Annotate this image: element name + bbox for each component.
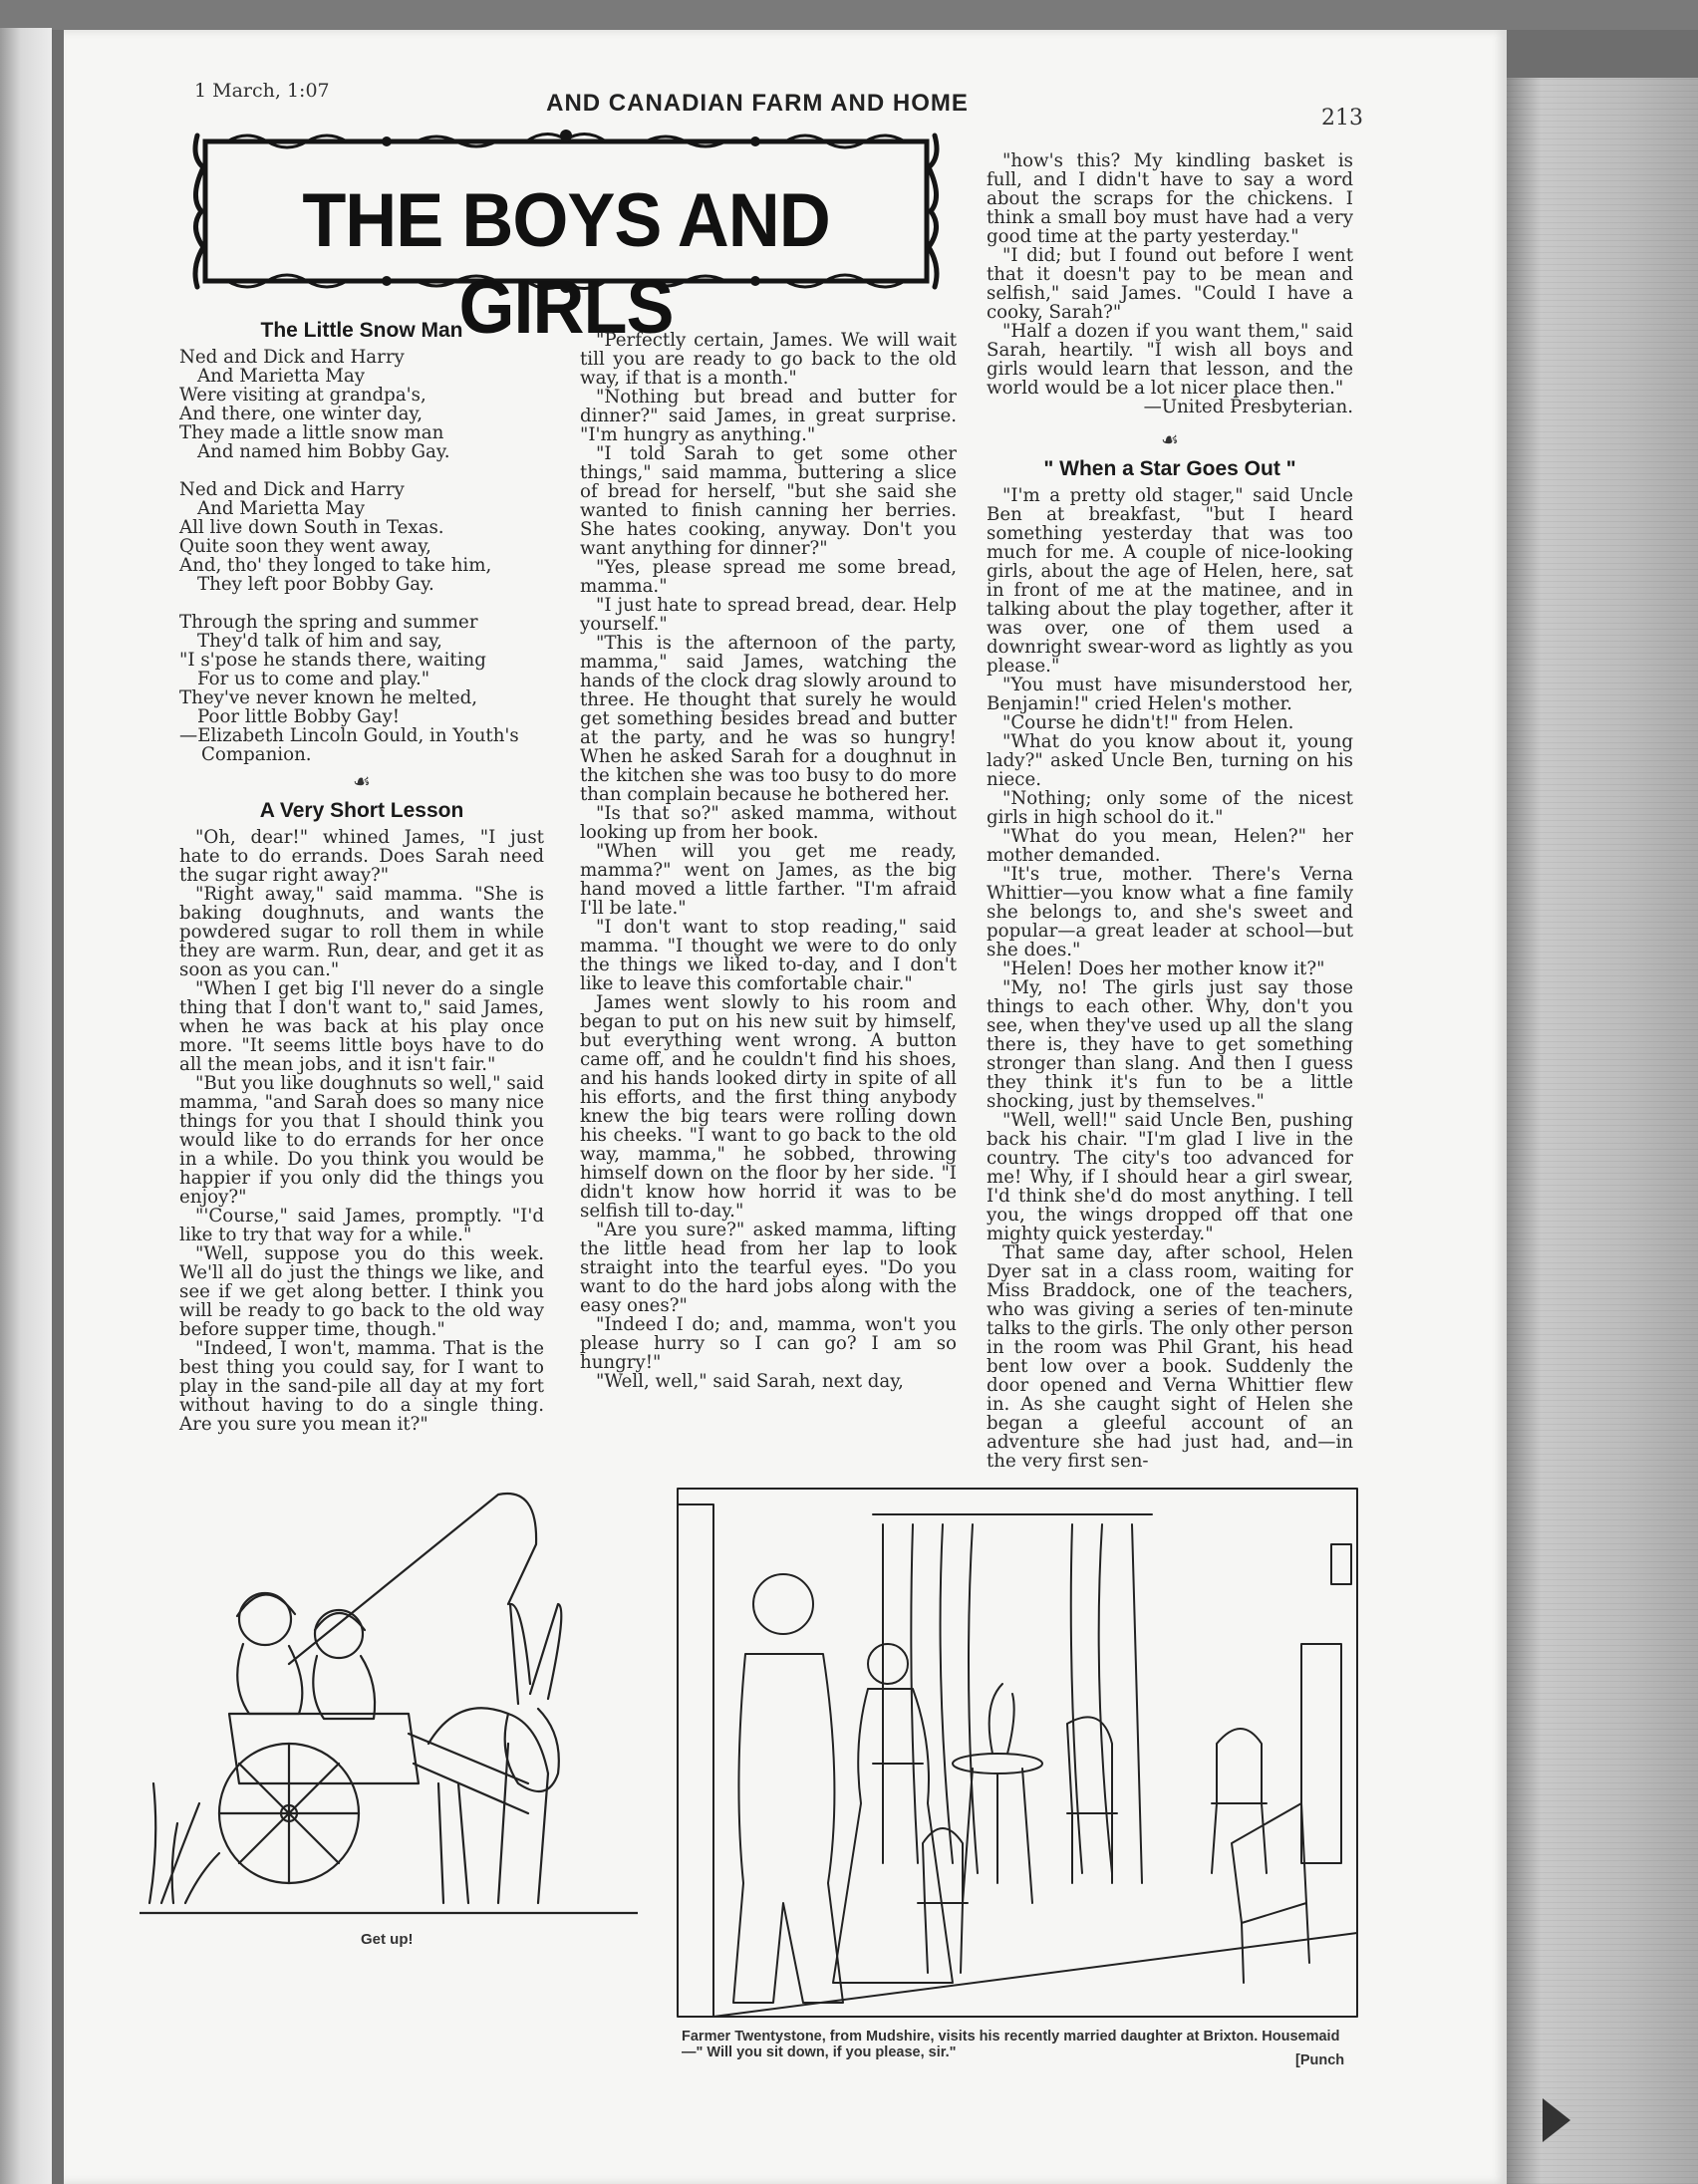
poem-stanza-3 (179, 613, 544, 726)
poem-line: And, tho' they longed to take him, (179, 555, 492, 576)
paragraph: "Nothing; only some of the nicest girls in high school do it." (987, 788, 1353, 828)
poem-title: The Little Snow Man (260, 319, 463, 342)
paragraph: "Right away," said mamma. "She is baking doughnuts, and wants the powdered sugar to roll them in while they are warm. Run, dear, and get it as soon as you can." (179, 884, 544, 980)
paragraph: "Helen! Does her mother know it?" (1002, 958, 1325, 979)
poem-attribution (179, 726, 544, 764)
paragraph: "how's this? My kindling basket is full, and I didn't have to say a word about the scraps for the chickens. I think a small boy must have had a very good time at the party yesterday." (987, 150, 1353, 247)
story-title: " When a Star Goes Out " (1043, 457, 1296, 480)
paragraph: "Yes, please spread me some bread, mamma." (580, 557, 957, 597)
paragraph: "What do you know about it, young lady?" asked Uncle Ben, turning on his niece. (987, 731, 1353, 790)
poem-line: All live down South in Texas. (179, 517, 444, 538)
poem-line: And named him Bobby Gay. (197, 441, 450, 462)
paragraph: "Well, well," said Sarah, next day, (596, 1371, 904, 1392)
poem-stanza-2 (179, 480, 544, 594)
page-turn-arrow-icon[interactable] (1543, 2098, 1570, 2142)
poem-line: They left poor Bobby Gay. (197, 574, 434, 595)
paragraph: "When I get big I'll never do a single thing that I don't want to," said James, when he was back at his play once more. "It seems little boys have to do all the mean jobs, and it isn't fair." (179, 978, 544, 1075)
poem-line: Ned and Dick and Harry (179, 347, 405, 368)
poem-line: And Marietta May (197, 366, 365, 387)
paragraph: "But you like doughnuts so well," said mamma, "and Sarah does so many nice things for you that I should think you would like to do errands for her once in a while. Do you think you would be happier if you only did the things you enjoy?" (179, 1073, 544, 1208)
paragraph: "Nothing but bread and butter for dinner?" said James, in great surprise. "I'm hungry as anything." (580, 387, 957, 445)
scanner-background (0, 0, 1698, 30)
paragraph: That same day, after school, Helen Dyer sat in a class room, waiting for Miss Braddock, one of the teachers, who was giving a series of ten-minute talks to the girls. The only other person in the room was Phil Grant, his head bent low over a book. Suddenly the door opened and Verna Whittier flew in. As she caught sight of Helen she began a gleeful account of an adventure she had just had, and—in the very first sen- (987, 1242, 1353, 1472)
paragraph: "I don't want to stop reading," said mamma. "I thought we were to do only the things we liked to-day, and I don't like to leave this comfortable chair." (580, 917, 957, 994)
paragraph: "I just hate to spread bread, dear. Help yourself." (580, 595, 957, 635)
paragraph: "When will you get me ready, mamma?" went on James, as the big hand moved a little farther. "I'm afraid I'll be late." (580, 841, 957, 919)
illustration-caption: Farmer Twentystone, from Mudshire, visits his recently married daughter at Brixton. Housemaid—" Will you sit down, if you please, sir." (682, 2029, 1340, 2060)
paragraph: "Is that so?" asked mamma, without looking up from her book. (580, 803, 957, 843)
paragraph: "Oh, dear!" whined James, "I just hate to do errands. Does Sarah need the sugar right away?" (179, 827, 544, 886)
paragraph: "Well, suppose you do this week. We'll all do just the things we like, and see if we get along better. I think you will be ready to go back to the old way before supper time, though." (179, 1243, 544, 1340)
column-1 (179, 321, 544, 1434)
paragraph: "What do you mean, Helen?" her mother demanded. (987, 826, 1353, 866)
poem-line: They'd talk of him and say, (197, 631, 442, 652)
paragraph: "I did; but I found out before I went that it doesn't pay to be mean and selfish," said James. "Could I have a cooky, Sarah?" (987, 245, 1353, 323)
issue-date: 1 March, 1:07 (194, 80, 330, 102)
paragraph: "'Course," said James, promptly. "I'd like to try that way for a while." (179, 1206, 544, 1245)
illustration-caption: Get up! (361, 1931, 414, 1948)
poem-stanza-1 (179, 348, 544, 461)
paragraph: "You must have misunderstood her, Benjamin!" cried Helen's mother. (987, 675, 1353, 714)
fleuron-ornament-icon: ☙ (353, 769, 371, 793)
story-body-part-1 (179, 828, 544, 1434)
attribution-line: —Elizabeth Lincoln Gould, in Youth's (179, 725, 519, 746)
paragraph: "Perfectly certain, James. We will wait till you are ready to go back to the old way, if that is a month." (580, 330, 957, 389)
poem-line: Poor little Bobby Gay! (197, 706, 401, 727)
column-2 (580, 331, 957, 1391)
page-number: 213 (1321, 106, 1363, 131)
poem-the-little-snow-man (179, 348, 544, 726)
story-title: A Very Short Lesson (259, 799, 464, 822)
paragraph: "Indeed I do; and, mamma, won't you please hurry so I can go? I am so hungry!" (580, 1314, 957, 1373)
poem-line: Quite soon they went away, (179, 536, 431, 557)
paragraph: "Half a dozen if you want them," said Sarah, heartily. "I wish all boys and girls would learn that lesson, and the world would be a lot nicer place then." (987, 321, 1353, 399)
poem-line: They made a little snow man (179, 422, 444, 443)
paragraph: "I told Sarah to get some other things," said mamma, buttering a slice of bread for herself, "but she said she wanted to finish canning her berries. She hates cooking, anyway. Don't you want anything for dinner?" (580, 443, 957, 559)
column-3 (987, 151, 1353, 1471)
publication-title: AND CANADIAN FARM AND HOME (546, 90, 969, 117)
illustration-donkey-cart (140, 1485, 638, 1923)
poem-line: Ned and Dick and Harry (179, 479, 405, 500)
paragraph: "My, no! The girls just say those things to each other. Why, don't you see, when they've used up all the slang there is, they have to get something stronger than slang. And then I guess they think it's fun to be a little shocking, just by themselves." (987, 977, 1353, 1112)
poem-line: And there, one winter day, (179, 404, 424, 424)
poem-line: They've never known he melted, (179, 687, 478, 708)
paragraph: James went slowly to his room and began to put on his new suit by himself, but everything went wrong. A button came off, and he couldn't find his shoes, and his hands looked dirty in spite of all his efforts, and the first thing anybody knew the big tears were rolling down his cheeks. "I want to go back to the old way, mamma," he sobbed, throwing himself down on the floor by her side. "I didn't know how horrid it was to be selfish till to-day." (580, 992, 957, 1222)
section-title: THE BOYS AND GIRLS (302, 178, 830, 350)
paragraph: "It's true, mother. There's Verna Whittier—you know what a fine family she belongs to, and she's sweet and popular—a great leader at school—but she does." (987, 864, 1353, 960)
illustration-parlour-scene (674, 1485, 1361, 2033)
paragraph: "Well, well!" said Uncle Ben, pushing back his chair. "I'm glad I live in the country. The city's too advanced for me! Why, if I should hear a girl swear, I'd think she'd do most anything. I tell you, the wings dropped off that one mighty quick yesterday." (987, 1110, 1353, 1244)
facing-page-edge (0, 28, 52, 2184)
paragraph: "This is the afternoon of the party, mamma," said James, watching the hands of the clock drag slowly around to three. He thought that surely he would get something besides bread and butter at the party, and he was so hungry! When he asked Sarah for a doughnut in the kitchen she was too busy to do more than complain because he bothered her. (580, 633, 957, 805)
illustration-credit: [Punch (1295, 2052, 1345, 2068)
story-source: —United Presbyterian. (1143, 397, 1353, 417)
paragraph: "Indeed, I won't, mamma. That is the best thing you could say, for I want to play in the sand-pile all day at my fort without having to do a single thing. Are you sure you mean it?" (179, 1338, 544, 1435)
poem-line: And Marietta May (197, 498, 365, 519)
poem-line: Were visiting at grandpa's, (179, 385, 426, 406)
poem-line: Through the spring and summer (179, 612, 478, 633)
paragraph: "I'm a pretty old stager," said Uncle Ben at breakfast, "but I heard something yesterday that was too much for me. A couple of nice-looking girls, about the age of Helen, here, sat in front of me at the matinee, and in talking about the play together, after it was over, one of them used a downright swear-word as lightly as you please." (987, 485, 1353, 677)
paragraph: "Are you sure?" asked mamma, lifting the little head from her lap to look straight into the tearful eyes. "Do you want to do the hard jobs along with the easy ones?" (580, 1220, 957, 1316)
attribution-line: Companion. (201, 744, 312, 765)
poem-line: "I s'pose he stands there, waiting (179, 650, 486, 671)
book-page-edges (1507, 78, 1698, 2184)
paragraph: "Course he didn't!" from Helen. (1002, 712, 1294, 733)
poem-line: For us to come and play." (197, 669, 430, 689)
fleuron-ornament-icon: ☙ (1161, 427, 1179, 451)
